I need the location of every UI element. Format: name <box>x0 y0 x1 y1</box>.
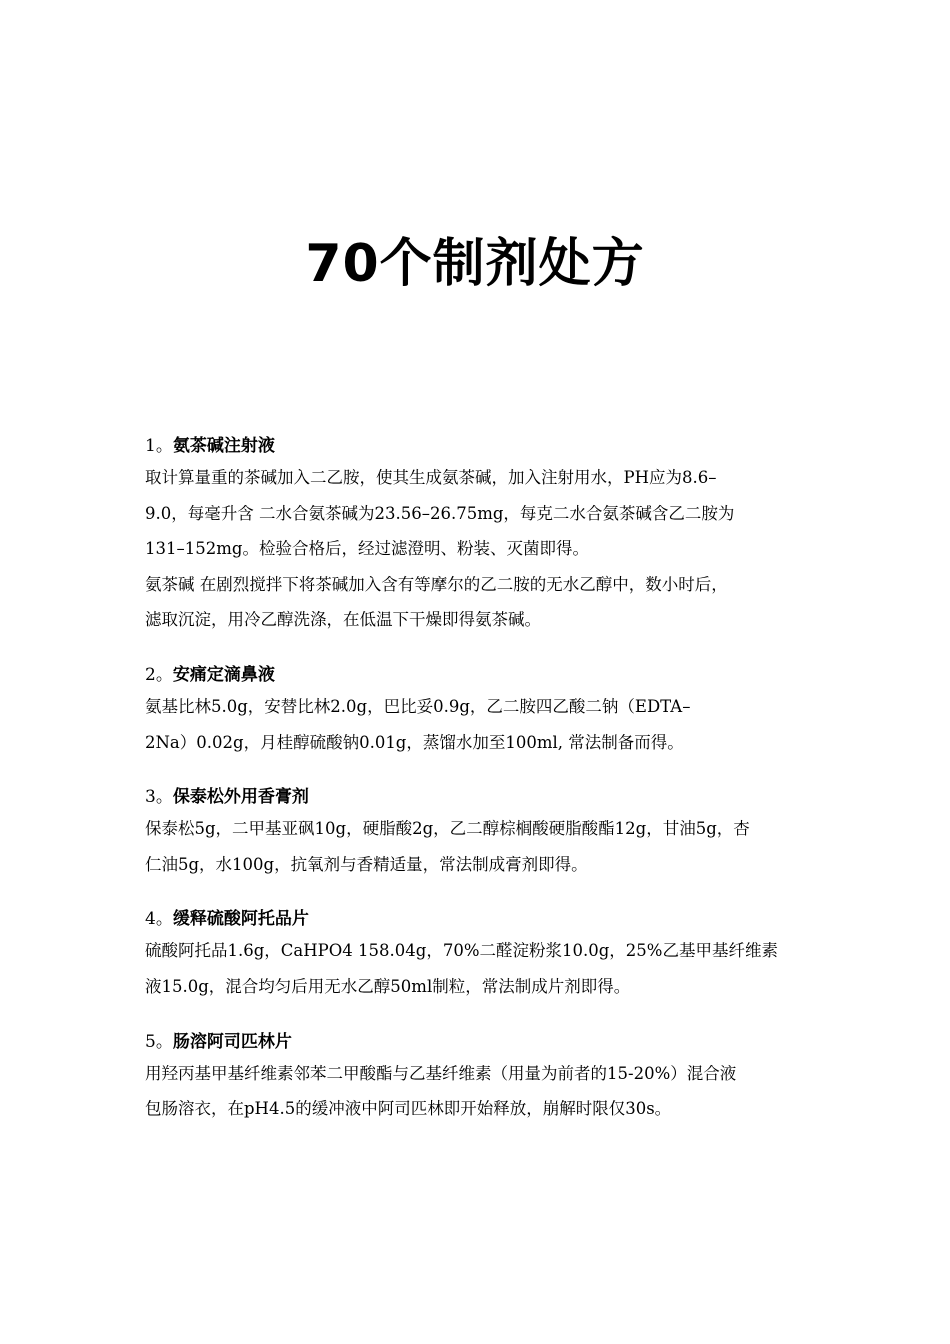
section-name: 安痛定滴鼻液 <box>172 664 275 685</box>
paragraph-line: 氨基比林5.0g，安替比林2.0g，巴比妥0.9g，乙二胺四乙酸二钠（EDTA– <box>145 696 691 716</box>
paragraph-line: 硫酸阿托品1.6g，CaHPO4 158.04g，70%二醛淀粉浆10.0g，25%乙基甲基纤维素 <box>145 941 778 961</box>
document-title: 70个制剂处方 <box>305 234 645 294</box>
section-name: 氨茶碱注射液 <box>172 436 275 456</box>
section-heading <box>145 783 817 811</box>
section-heading <box>145 661 817 689</box>
section-number: 4。 <box>145 909 173 930</box>
section-heading <box>145 1028 817 1056</box>
section-number: 2。 <box>145 664 173 685</box>
paragraph-line: 滤取沉淀，用冷乙醇洗涤，在低温下干燥即得氨茶碱。 <box>145 610 541 630</box>
section-heading <box>145 905 817 933</box>
paragraph-line: 仁油5g，水100g，抗氧剂与香精适量，常法制成膏剂即得。 <box>145 854 588 874</box>
paragraph-line: 包肠溶衣，在pH4.5的缓冲液中阿司匹林即开始释放，崩解时限仅30s。 <box>145 1099 672 1119</box>
paragraph-line: 氨茶碱 在剧烈搅拌下将茶碱加入含有等摩尔的乙二胺的无水乙醇中，数小时后， <box>145 574 728 594</box>
section-number: 5。 <box>145 1031 173 1052</box>
paragraph-line: 取计算量重的茶碱加入二乙胺，使其生成氨茶碱，加入注射用水，PH应为8.6– <box>145 468 717 487</box>
paragraph-line: 131–152mg。检验合格后，经过滤澄明、粉装、灭菌即得。 <box>145 539 589 559</box>
paragraph-line: 保泰松5g，二甲基亚砜10g，硬脂酸2g，乙二醇棕榈酸硬脂酸酯12g，甘油5g，杏 <box>145 819 750 839</box>
paragraph-line: 液15.0g，混合均匀后用无水乙醇50ml制粒，常法制成片剂即得。 <box>145 976 631 996</box>
section-antondine-nasal-drops <box>145 661 817 760</box>
paragraph-line: 9.0，每毫升含 二水合氨茶碱为23.56–26.75mg，每克二水合氨茶碱含乙二胺为 <box>145 503 735 523</box>
paragraph-line: 用羟丙基甲基纤维素邻苯二甲酸酯与乙基纤维素（用量为前者的15-20%）混合液 <box>145 1063 737 1083</box>
section-name: 保泰松外用香膏剂 <box>172 787 309 808</box>
section-number: 3。 <box>145 787 173 808</box>
section-name: 缓释硫酸阿托品片 <box>172 909 309 930</box>
section-number: 1。 <box>145 436 173 456</box>
paragraph-line: 2Na）0.02g，月桂醇硫酸钠0.01g，蒸馏水加至100ml, 常法制备而得。 <box>145 732 684 752</box>
section-name: 肠溶阿司匹林片 <box>172 1031 292 1052</box>
section-aminophylline-injection <box>145 432 817 638</box>
section-phenylbutazone-ointment <box>145 783 817 882</box>
section-enteric-aspirin-tablets <box>145 1028 817 1127</box>
section-atropine-sustained-tablets <box>145 905 817 1004</box>
section-heading <box>145 432 817 460</box>
document-body <box>145 432 817 1150</box>
